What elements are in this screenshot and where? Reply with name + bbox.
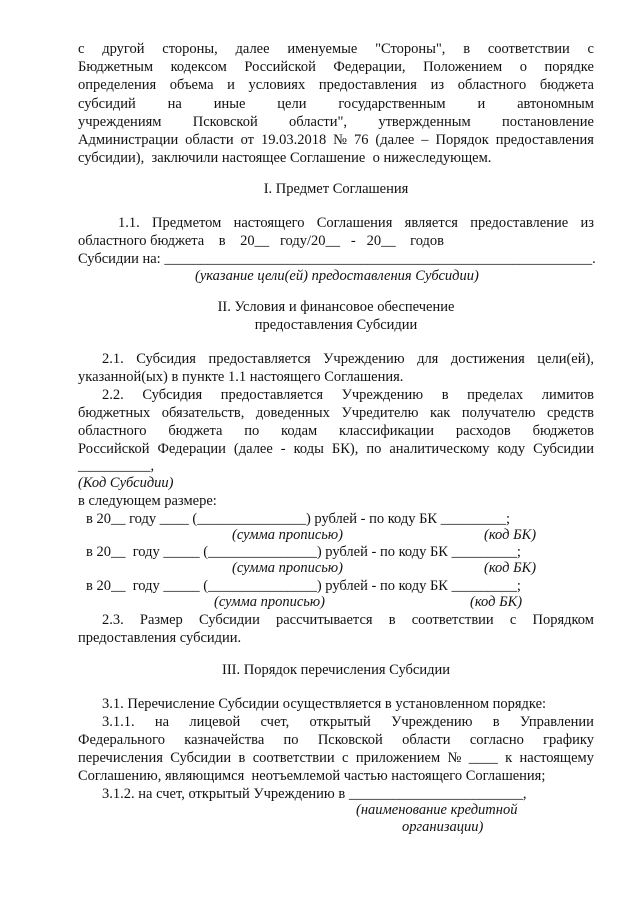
word: именуемые xyxy=(287,41,358,57)
word: ____ xyxy=(468,750,498,766)
word: лицевой xyxy=(189,714,241,730)
word: средств xyxy=(546,405,594,421)
word: пределах xyxy=(467,387,524,403)
word: обязательств, xyxy=(161,405,245,421)
word: и xyxy=(477,96,486,112)
word: предоставляется xyxy=(208,351,311,367)
word: настоящего xyxy=(233,215,305,231)
word: постановление xyxy=(501,114,594,130)
word: автономным xyxy=(517,96,594,112)
word: коды xyxy=(293,441,324,457)
p21-line-1 xyxy=(102,351,594,368)
word: на xyxy=(154,714,170,730)
word: субсидий xyxy=(78,96,136,112)
word: области xyxy=(402,732,451,748)
p21-line-2: указанной(ых) в пункте 1.1 настоящего Соглашения. xyxy=(78,369,404,385)
word: 2.3. xyxy=(102,612,124,628)
word: областного xyxy=(78,423,147,439)
word: приложением xyxy=(355,750,441,766)
word: 76 xyxy=(353,132,369,148)
p311-line-3 xyxy=(78,750,594,767)
word: открытый xyxy=(309,714,371,730)
word: объема xyxy=(169,77,214,93)
p22-line-3 xyxy=(78,423,594,440)
word: определения xyxy=(78,77,157,93)
word: для xyxy=(417,351,439,367)
intro-line-6 xyxy=(78,132,594,149)
word: и xyxy=(227,77,235,93)
p31: 3.1. Перечисление Субсидии осуществляется в установленном порядке: xyxy=(102,696,547,712)
word: Порядок xyxy=(435,132,489,148)
year-3-sum-caption: (сумма прописью) xyxy=(214,594,325,610)
word: достижения xyxy=(450,351,525,367)
p22-line-1 xyxy=(102,387,594,404)
word: с xyxy=(509,612,517,628)
word: с xyxy=(78,41,85,57)
p311-line-1 xyxy=(102,714,594,731)
word: условиях xyxy=(248,77,306,93)
word: является xyxy=(404,215,458,231)
word: утвержденным xyxy=(378,114,471,130)
word: Федерации xyxy=(157,441,226,457)
word: в xyxy=(441,387,449,403)
p312-line-1: 3.1.2. на счет, открытый Учреждению в ________________________, xyxy=(102,786,527,802)
p311-line-2 xyxy=(78,732,594,749)
word: Субсидия xyxy=(136,351,196,367)
word: в xyxy=(492,714,500,730)
word: расходов xyxy=(455,423,511,439)
word: от xyxy=(240,132,255,148)
word: перечисления xyxy=(78,750,163,766)
year-1-sum-caption: (сумма прописью) xyxy=(232,527,343,543)
word: - xyxy=(280,441,286,457)
word: графику xyxy=(543,732,594,748)
p22-line-4 xyxy=(78,441,594,458)
word: иные xyxy=(213,96,246,112)
intro-line-7: субсидии), заключили настоящее Соглашение о нижеследующем. xyxy=(78,150,492,166)
word: Субсидии xyxy=(533,441,594,457)
p11-line-1 xyxy=(118,215,594,232)
word: Субсидии xyxy=(170,750,232,766)
word: Положением xyxy=(423,59,503,75)
word: Российской xyxy=(244,59,316,75)
word: (далее xyxy=(375,132,415,148)
word: предоставления xyxy=(318,77,417,93)
word: Администрации xyxy=(78,132,179,148)
word: коду xyxy=(497,441,526,457)
year-3-code-caption: (код БК) xyxy=(470,594,523,610)
section-1-title: I. Предмет Соглашения xyxy=(263,181,409,197)
word: с xyxy=(587,41,594,57)
word: Субсидии xyxy=(198,612,260,628)
word: Федерального xyxy=(78,732,166,748)
p11-line-3: Субсидии на: ___________________________________________________________. xyxy=(78,251,596,267)
word: получателю xyxy=(461,405,536,421)
word: цели(ей), xyxy=(537,351,594,367)
word: Порядком xyxy=(532,612,594,628)
word: Федерации, xyxy=(333,59,406,75)
word: рассчитывается xyxy=(276,612,373,628)
p11-caption: (указание цели(ей) предоставления Субсидии) xyxy=(195,268,479,284)
word: цели xyxy=(277,96,307,112)
word: из xyxy=(580,215,594,231)
word: другой xyxy=(102,41,145,57)
word: области", xyxy=(289,114,348,130)
section-2-title-2: предоставления Субсидии xyxy=(254,317,418,333)
p22-code-blank: __________, xyxy=(78,458,155,474)
p23-line-2: предоставления субсидии. xyxy=(78,630,242,646)
word: счет, xyxy=(260,714,290,730)
year-2-code-caption: (код БК) xyxy=(484,560,537,576)
word: 1.1. xyxy=(118,215,140,231)
word: 19.03.2018 xyxy=(260,132,327,148)
word: соответствии xyxy=(252,750,335,766)
word: 2.2. xyxy=(102,387,124,403)
word: на xyxy=(167,96,182,112)
p11-line-2: областного бюджета в 20__ году/20__ - 20__ годов xyxy=(78,233,445,249)
word: Управлении xyxy=(519,714,594,730)
word: Бюджетным xyxy=(78,59,154,75)
word: Размер xyxy=(139,612,183,628)
word: в xyxy=(388,612,396,628)
word: классификации xyxy=(338,423,435,439)
word: с xyxy=(342,750,349,766)
intro-line-5 xyxy=(78,114,594,131)
word: Российской xyxy=(78,441,150,457)
word: по xyxy=(244,423,260,439)
year-1-code-caption: (код БК) xyxy=(484,527,537,543)
word: в xyxy=(463,41,471,57)
word: 3.1.1. xyxy=(102,714,135,730)
word: из xyxy=(430,77,445,93)
intro-line-1 xyxy=(78,41,594,58)
p311-line-4: Соглашению, являющимся неотъемлемой частью настоящего Соглашения; xyxy=(78,768,546,784)
word: (далее xyxy=(233,441,273,457)
word: бюджета xyxy=(168,423,223,439)
word: кодексом xyxy=(170,59,227,75)
word: Предметом xyxy=(152,215,222,231)
word: Соглашения xyxy=(316,215,393,231)
word: БК), xyxy=(331,441,359,457)
word: бюджетов xyxy=(532,423,594,439)
word: Учреждению xyxy=(391,714,473,730)
word: к xyxy=(505,750,513,766)
year-2-sum-caption: (сумма прописью) xyxy=(232,560,343,576)
word: Учреждению xyxy=(341,387,424,403)
word: Псковской xyxy=(317,732,383,748)
word: областного xyxy=(457,77,527,93)
year-line-3: в 20__ году _____ (_______________) рублей - по коду БК _________; xyxy=(86,578,521,594)
p22-line-2 xyxy=(78,405,594,422)
word: Псковской xyxy=(192,114,258,130)
word: области xyxy=(185,132,234,148)
section-2-title-1: II. Условия и финансовое обеспечение xyxy=(217,299,455,315)
word: учреждениям xyxy=(78,114,162,130)
word: бюджетных xyxy=(78,405,151,421)
word: 2.1. xyxy=(102,351,124,367)
word: соответствии xyxy=(487,41,570,57)
section-3-title: III. Порядок перечисления Субсидии xyxy=(221,662,450,678)
word: – xyxy=(421,132,429,148)
word: № xyxy=(333,132,348,148)
word: по xyxy=(366,441,382,457)
word: настоящему xyxy=(519,750,594,766)
word: государственным xyxy=(338,96,446,112)
word: согласно xyxy=(469,732,524,748)
word: стороны, xyxy=(162,41,218,57)
word: предоставление xyxy=(470,215,569,231)
word: аналитическому xyxy=(389,441,490,457)
word: кодам xyxy=(281,423,318,439)
year-line-2: в 20__ году _____ (_______________) рублей - по коду БК _________; xyxy=(86,544,521,560)
word: доведенных xyxy=(255,405,330,421)
word: Учредителю xyxy=(341,405,419,421)
intro-line-3 xyxy=(78,77,594,94)
year-line-1: в 20__ году ____ (_______________) рублей - по коду БК _________; xyxy=(86,511,510,527)
word: порядке xyxy=(544,59,594,75)
word: соответствии xyxy=(411,612,494,628)
word: "Стороны", xyxy=(375,41,446,57)
intro-line-2 xyxy=(78,59,594,76)
word: как xyxy=(430,405,451,421)
word: по xyxy=(283,732,299,748)
word: № xyxy=(447,750,462,766)
p22-size-label: в следующем размере: xyxy=(78,493,217,509)
word: бюджета xyxy=(539,77,594,93)
word: далее xyxy=(235,41,270,57)
word: в xyxy=(238,750,246,766)
p22-code-caption: (Код Субсидии) xyxy=(78,475,174,491)
word: Субсидия xyxy=(142,387,203,403)
word: казначейства xyxy=(184,732,265,748)
word: о xyxy=(519,59,527,75)
word: предоставления xyxy=(495,132,594,148)
word: лимитов xyxy=(541,387,594,403)
word: Учреждению xyxy=(323,351,405,367)
p312-caption-1: (наименование кредитной xyxy=(356,802,518,818)
p23-line-1 xyxy=(102,612,594,629)
word: предоставляется xyxy=(220,387,323,403)
p312-caption-2: организации) xyxy=(402,819,484,835)
intro-line-4 xyxy=(78,96,594,113)
